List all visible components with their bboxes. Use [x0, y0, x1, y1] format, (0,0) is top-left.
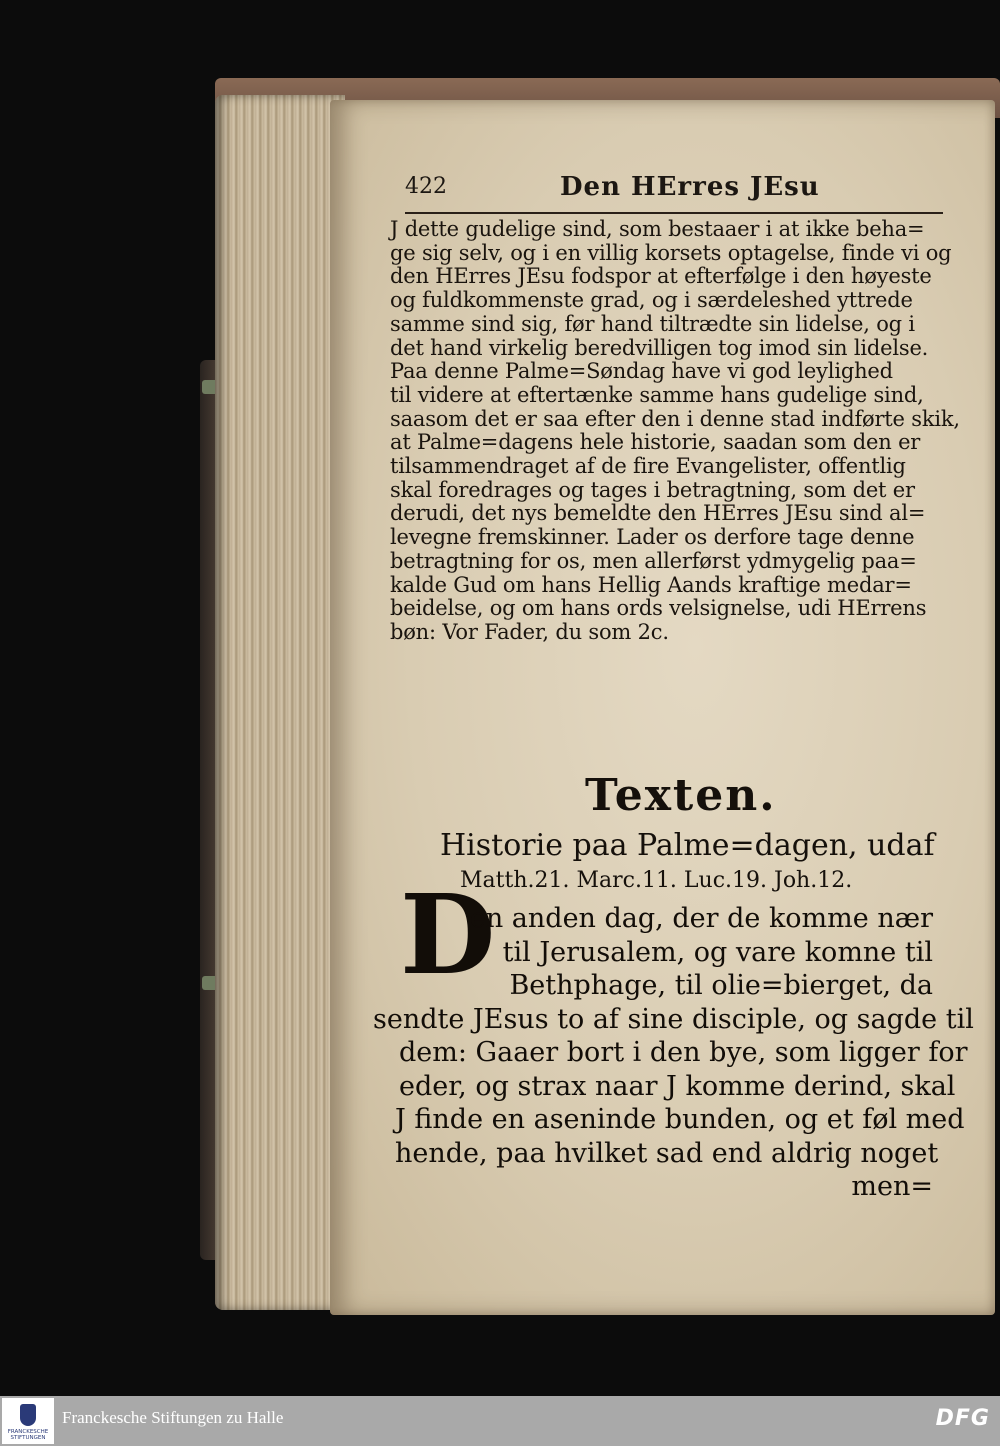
- logo-text: FRANCKESCHE STIFTUNGEN: [7, 1429, 49, 1441]
- text-line: J dette gudelige sind, som bestaaer i at ikke beha=: [390, 217, 925, 241]
- text-line: en anden dag, der de komme nær: [469, 903, 933, 934]
- text-line: den HErres JEsu fodspor at efterfølge i den høyeste: [390, 264, 932, 289]
- drop-cap: D: [400, 870, 496, 999]
- page-stack: [215, 95, 345, 1310]
- text-line: Paa denne Palme=Søndag have vi god leylighed: [390, 359, 893, 384]
- text-line: betragtning for os, men allerførst ydmygelig paa=: [390, 548, 917, 573]
- section-heading: Texten.: [585, 770, 777, 821]
- page-number: 422: [405, 174, 447, 199]
- text-line: J finde en aseninde bunden, og et føl med: [395, 1104, 965, 1135]
- scripture-references: Matth.21. Marc.11. Luc.19. Joh.12.: [460, 868, 853, 893]
- section-subheading: Historie paa Palme=dagen, udaf: [440, 828, 935, 863]
- text-line: kalde Gud om hans Hellig Aands kraftige medar=: [390, 572, 912, 597]
- crest-icon: [20, 1404, 36, 1426]
- gospel-text: [365, 902, 974, 1204]
- text-line: saasom det er saa efter den i denne stad indførte skik,: [390, 406, 960, 431]
- running-head: [405, 172, 945, 212]
- text-line: hende, paa hvilket sad end aldrig noget: [395, 1137, 939, 1169]
- text-line: samme sind sig, før hand tiltrædte sin lidelse, og i: [390, 311, 915, 336]
- text-line: at Palme=dagens hele historie, saadan som den er: [390, 430, 921, 455]
- text-line: og fuldkommenste grad, og i særdeleshed yttrede: [390, 288, 913, 313]
- text-line: til Jerusalem, og vare komne til: [502, 936, 933, 968]
- text-line: tilsammendraget af de fire Evangelister, offentlig: [390, 454, 906, 479]
- text-line: Bethphage, til olie=bierget, da: [509, 970, 933, 1001]
- text-line: sendte JEsus to af sine disciple, og sagde til: [373, 1003, 974, 1035]
- text-line: dem: Gaaer bort i den bye, som ligger for: [399, 1037, 968, 1068]
- text-line: derudi, det nys bemeldte den HErres JEsu sind al=: [390, 501, 926, 526]
- text-line: levegne fremskinner. Lader os derfore tage denne: [390, 525, 915, 550]
- institution-name: Franckesche Stiftungen zu Halle: [62, 1408, 284, 1427]
- text-line: eder, og strax naar J komme derind, skal: [399, 1070, 956, 1102]
- institution-logo[interactable]: [2, 1398, 54, 1444]
- text-line: skal foredrages og tages i betragtning, som det er: [390, 477, 915, 502]
- text-line: til videre at eftertænke samme hans gudelige sind,: [390, 382, 924, 407]
- text-line: bøn: Vor Fader, du som 2c.: [390, 619, 669, 644]
- body-paragraph: [390, 217, 960, 645]
- dfg-logo[interactable]: DFG: [935, 1406, 990, 1431]
- text-line: beidelse, og om hans ords velsignelse, udi HErrens: [390, 596, 927, 621]
- running-head-title: Den HErres JEsu: [560, 172, 820, 202]
- header-rule: [405, 212, 943, 214]
- catchword: men=: [851, 1171, 933, 1202]
- viewer-footer: [0, 1396, 1000, 1446]
- text-line: det hand virkelig beredvilligen tog imod sin lidelse.: [390, 335, 929, 360]
- text-line: ge sig selv, og i en villig korsets optagelse, finde vi og: [390, 240, 952, 265]
